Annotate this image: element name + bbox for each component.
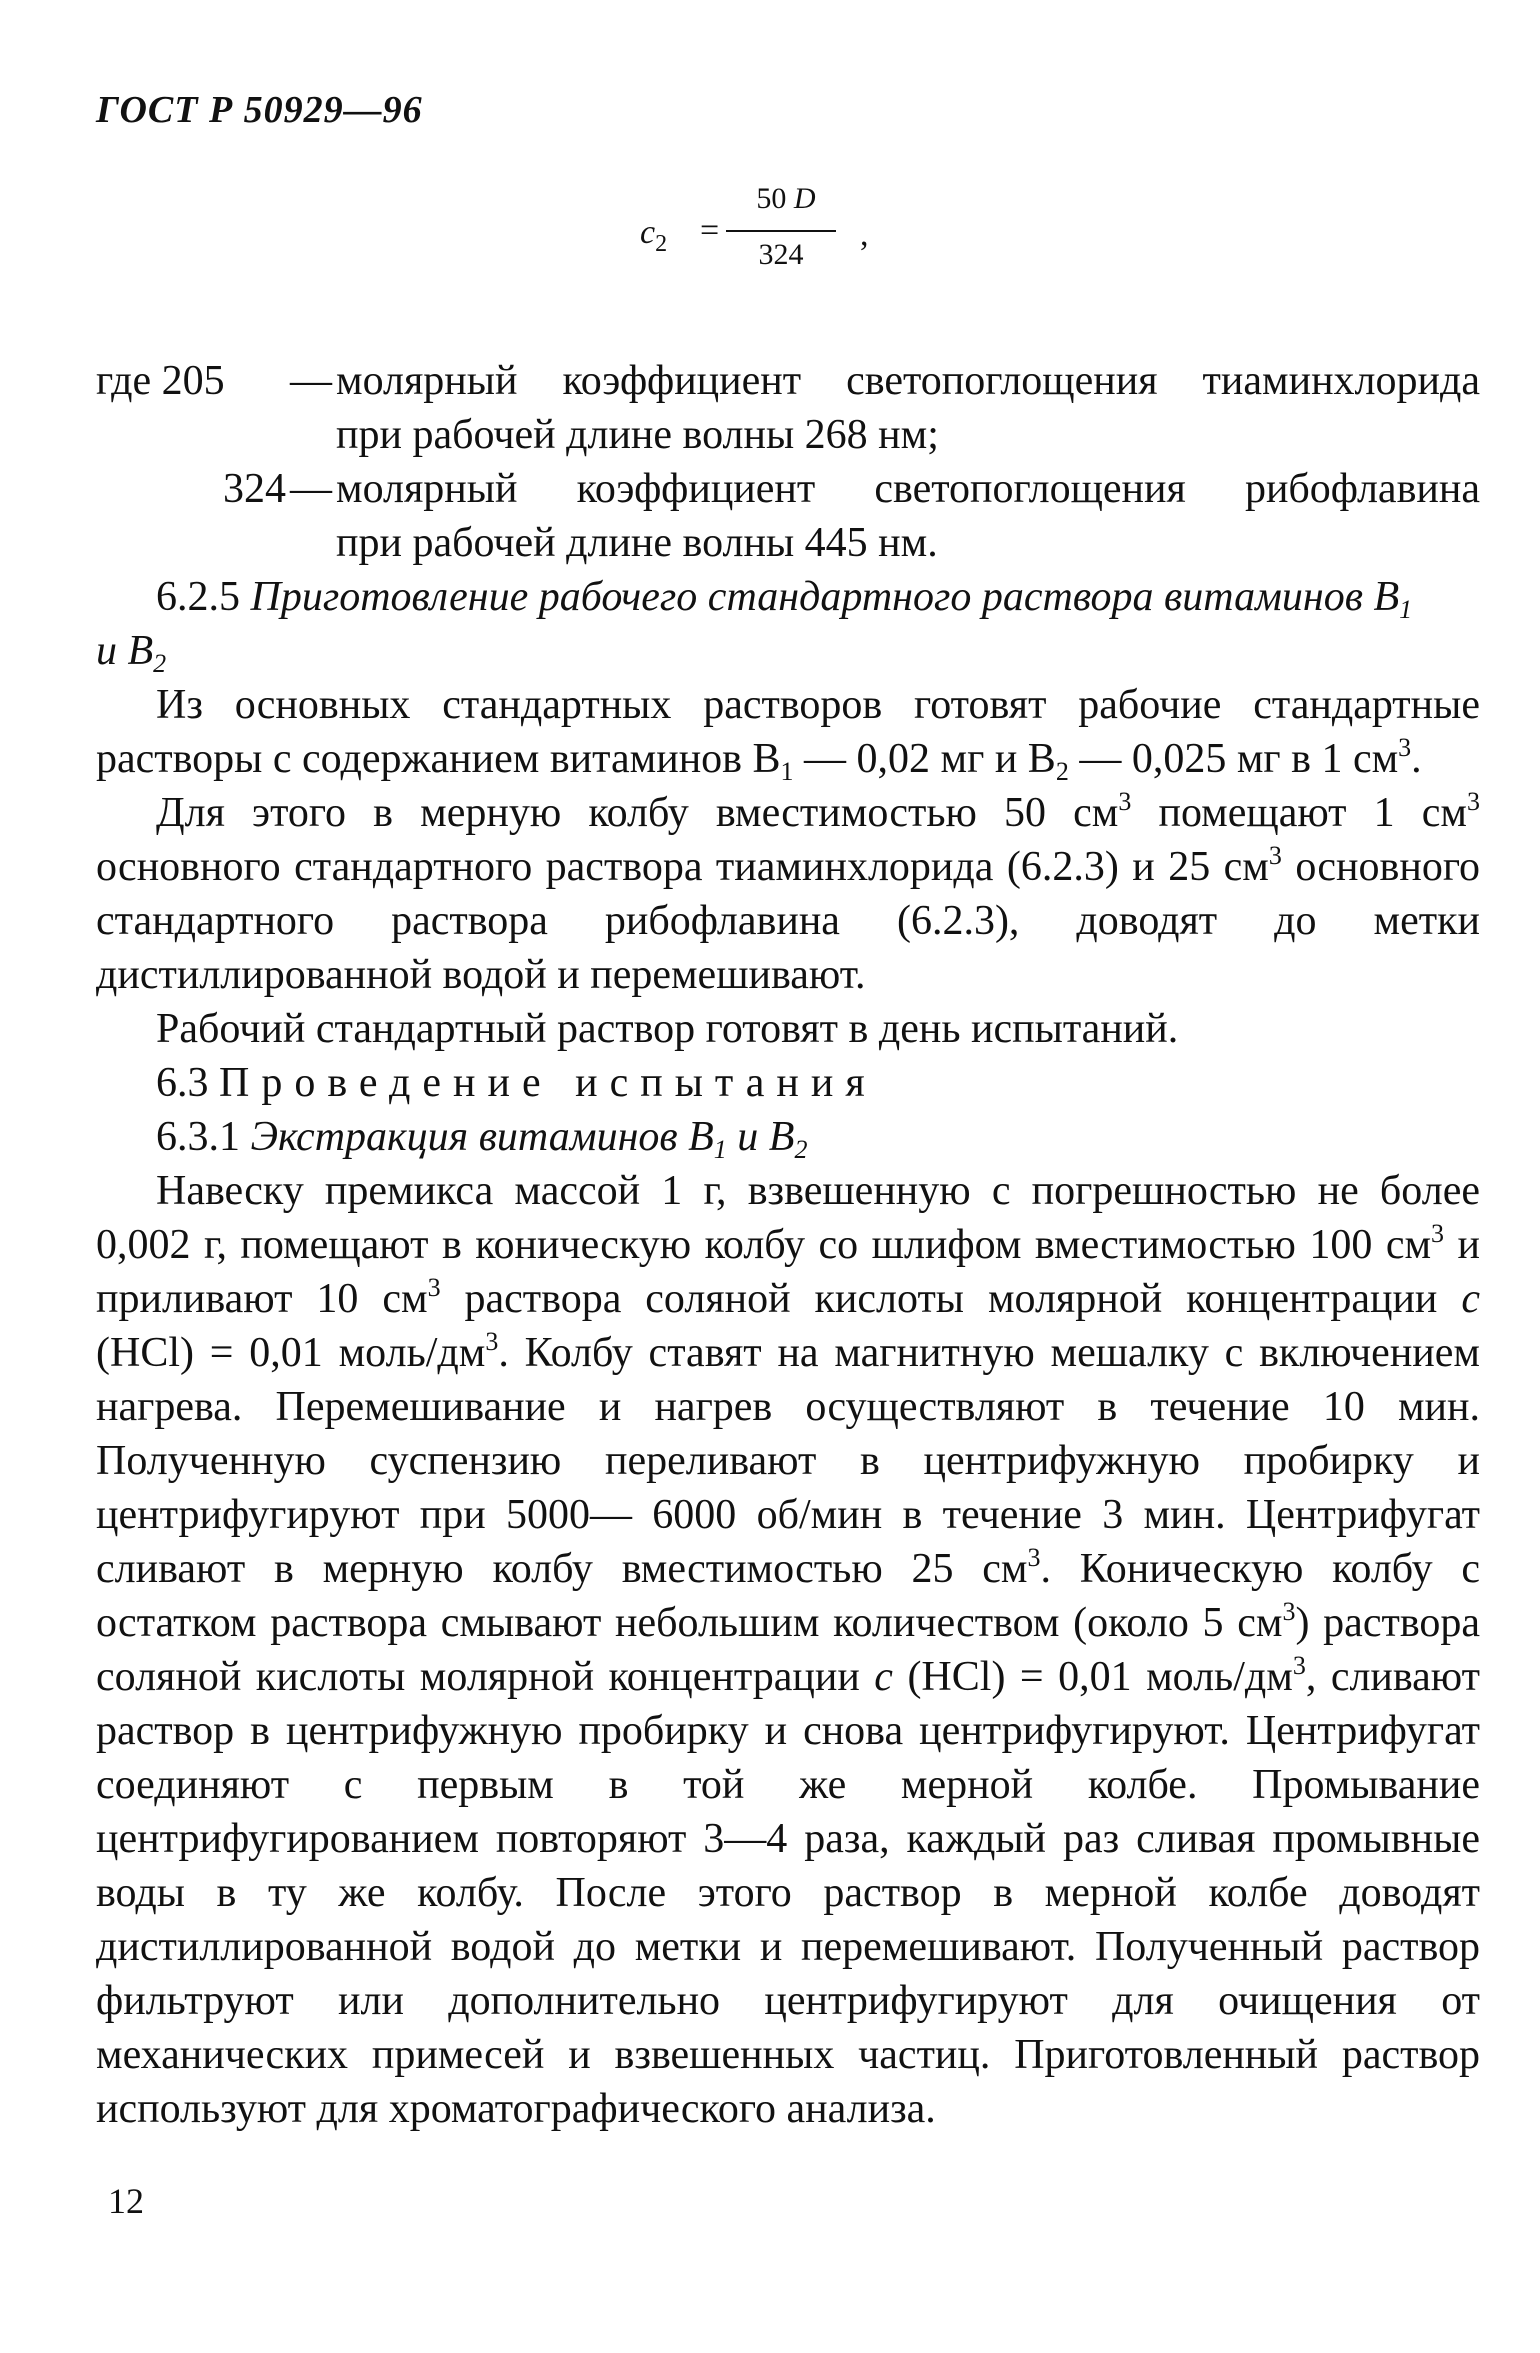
section-6-3-heading xyxy=(96,1056,1480,1110)
section-number: 6.2.5 xyxy=(156,574,240,620)
section-number: 6.3.1 xyxy=(156,1114,240,1160)
definition-line: при рабочей длине волны 268 нм; xyxy=(336,412,939,458)
standard-code: ГОСТ Р 50929—96 xyxy=(96,89,423,131)
formula-comma: , xyxy=(860,216,869,253)
section-6-2-5-heading xyxy=(96,570,1480,624)
section-title: Проведение испытания xyxy=(219,1060,877,1106)
section-title: Приготовление рабочего стандартного раствора витаминов $B_1$ xyxy=(250,574,1413,624)
formula-lhs: $c_2$ xyxy=(640,214,668,257)
definition-line: молярный коэффициент светопоглощения рибофлавина xyxy=(336,466,1480,512)
paragraph-working-solutions: Из основных стандартных растворов готовят рабочие стандартные растворы с содержанием витаминов $B_1$ — 0,02 мг и $B_2$ — 0,025 мг в 1 $см^3$. xyxy=(96,682,1480,786)
section-6-2-5-heading-cont: и $B_2$ xyxy=(96,628,167,678)
formula-numerator: 50 D xyxy=(756,182,816,215)
definition-324 xyxy=(96,462,1480,570)
definition-dash: — xyxy=(290,358,332,404)
definition-key: 205 xyxy=(161,358,225,404)
page-number: 12 xyxy=(108,2181,144,2221)
paragraph-extraction: Навеску премикса массой 1 г, взвешенную с погрешностью не более 0,002 г, помещают в коническую колбу со шлифом вместимостью 100 $см^3$ и приливают 10 $см^3$ раствора соляной кислоты молярной концентрации c (HCl) = 0,01 моль/$дм^3$. Колбу ставят на магнитную мешалку с включением нагрева. Перемешивание и нагрев осуществляют в течение 10 мин. Полученную суспензию переливают в центрифужную пробирку и центрифугируют при 5000— 6000 об/мин в течение 3 мин. Центрифугат сливают в мерную колбу вместимостью 25 $см^3$. Коническую колбу с остатком раствора смывают небольшим количеством (около 5 $см^3$) раствора соляной кислоты молярной концентрации c (HCl) = 0,01 моль/$дм^3$, сливают раствор в центрифужную пробирку и снова центрифугируют. Центрифугат соединяют с первым в той же мерной колбе. Промывание центрифугированием повторяют 3—4 раза, каждый раз сливая промывные воды в ту же колбу. После этого раствор в мерной колбе доводят дистиллированной водой до метки и перемешивают. Полученный раствор фильтруют или дополнительно центрифугируют для очищения от механических примесей и взвешенных частиц. Приготовленный раствор используют для хроматографического анализа. xyxy=(96,1168,1481,2132)
definition-prefix: где xyxy=(96,358,152,404)
definition-line: при рабочей длине волны 445 нм. xyxy=(336,520,938,566)
section-number: 6.3 xyxy=(156,1060,209,1106)
section-title: Экстракция витаминов $B_1$ и $B_2$ xyxy=(250,1114,808,1164)
definition-205 xyxy=(96,354,1480,462)
document-body xyxy=(96,354,1480,2136)
definition-line: молярный коэффициент светопоглощения тиаминхлорида xyxy=(336,358,1480,404)
definition-dash: — xyxy=(290,466,332,512)
formula-fraction-bar xyxy=(726,230,836,232)
section-6-3-1-heading xyxy=(96,1110,1480,1164)
formula-denominator: 324 xyxy=(758,238,804,271)
formula-c2 xyxy=(640,182,880,292)
definition-key: 324 xyxy=(223,466,286,512)
formula-equals: = xyxy=(700,212,720,249)
paragraph-preparation: Для этого в мерную колбу вместимостью 50 $см^3$ помещают 1 $см^3$ основного стандартного раствора тиаминхлорида (6.2.3) и 25 $см^3$ основного стандартного раствора рибофлавина (6.2.3), доводят до метки дистиллированной водой и перемешивают. xyxy=(96,787,1480,998)
paragraph-test-day: Рабочий стандартный раствор готовят в день испытаний. xyxy=(156,1006,1179,1052)
